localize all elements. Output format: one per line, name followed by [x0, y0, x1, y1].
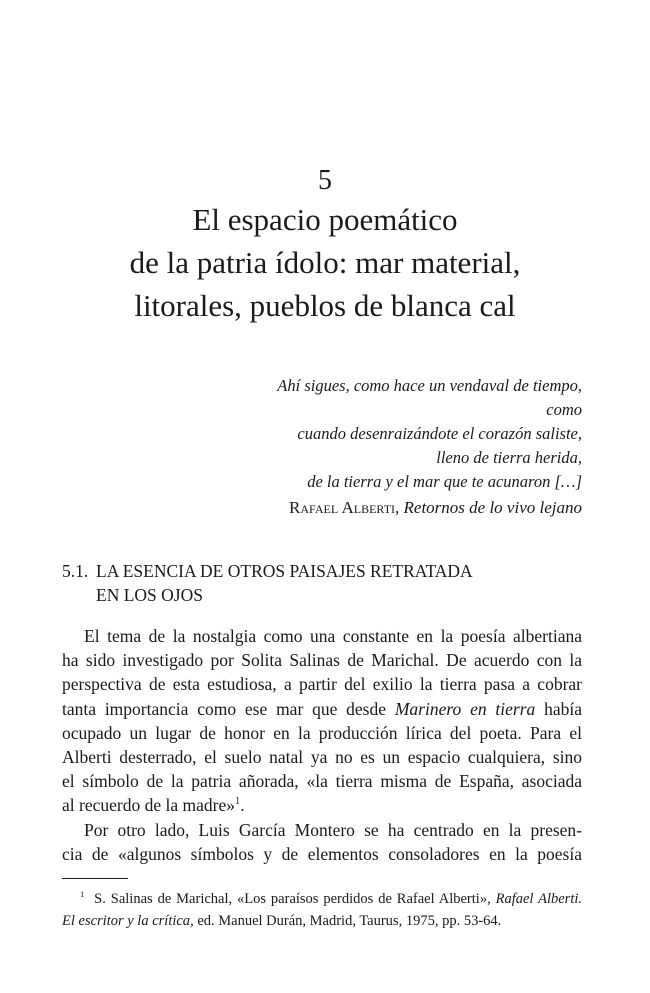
chapter-title-line: litorales, pueblos de blanca cal — [134, 288, 516, 323]
epigraph-author: Rafael Alberti — [289, 498, 396, 517]
text-run: había — [535, 698, 582, 719]
paragraph-line: cia de «algunos símbolos y de elementos consoladores en la poesía — [62, 843, 582, 864]
epigraph-line: como — [546, 400, 582, 419]
footnote — [62, 888, 582, 932]
paragraph-line — [62, 793, 582, 817]
text-run: , ed. Manuel Durán, Madrid, Taurus, 1975, pp. 53-64. — [190, 913, 502, 929]
paragraph-line: ocupado un lugar de honor en la producción lírica del poeta. Para el — [62, 722, 582, 743]
section-number: 5.1. — [62, 561, 89, 581]
paragraph-line: Alberti desterrado, el suelo natal ya no es un espacio cualquiera, sino — [62, 747, 582, 768]
chapter-title-line: El espacio poemático — [192, 202, 458, 237]
section-title-line: EN LOS OJOS — [96, 585, 203, 605]
text-run: . — [240, 795, 245, 816]
paragraph-line — [62, 697, 582, 721]
text-run: al recuerdo de la madre» — [62, 795, 235, 816]
epigraph-line: de la tierra y el mar que te acunaron […] — [307, 472, 582, 491]
footnote-reference[interactable]: 1 — [234, 796, 241, 808]
chapter-title-line: de la patria ídolo: mar material, — [129, 245, 521, 280]
body-text — [62, 624, 582, 866]
work-title: Marinero en tierra — [394, 698, 536, 719]
book-title: El escritor y la crítica — [62, 913, 191, 929]
chapter-title — [0, 198, 650, 327]
book-title: Rafael Alberti. — [495, 891, 583, 907]
text-run: tanta importancia como ese mar que desde — [62, 698, 395, 719]
epigraph-work: Retornos de lo vivo lejano — [403, 498, 582, 517]
epigraph — [240, 374, 582, 494]
footnote-separator — [62, 878, 128, 879]
footnote-line — [62, 910, 582, 932]
epigraph-attribution: Rafael Alberti, Retornos de lo vivo lejano — [289, 498, 582, 517]
paragraph-line: perspectiva de esta estudiosa, a partir del exilio la tierra pasa a cobrar — [62, 674, 582, 695]
section-title-line: LA ESENCIA DE OTROS PAISAJES RETRATADA — [96, 561, 473, 581]
footnote-mark: 1 — [80, 889, 85, 900]
section-heading — [62, 559, 582, 607]
paragraph-line: Por otro lado, Luis García Montero se ha centrado en la presen- — [84, 819, 582, 840]
epigraph-line: Ahí sigues, como hace un vendaval de tiempo, — [277, 376, 582, 395]
epigraph-line: lleno de tierra herida, — [436, 448, 582, 467]
paragraph-line: El tema de la nostalgia como una constante en la poesía albertiana — [84, 626, 582, 646]
chapter-number: 5 — [318, 165, 332, 196]
epigraph-line: cuando desenraizándote el corazón saliste, — [297, 424, 582, 443]
text-run: S. Salinas de Marichal, «Los paraísos perdidos de Rafael Alberti», — [94, 891, 496, 907]
paragraph-line: el símbolo de la patria añorada, «la tierra misma de España, asociada — [62, 771, 582, 792]
footnote-line — [62, 888, 582, 910]
paragraph-line: ha sido investigado por Solita Salinas de Marichal. De acuerdo con la — [62, 650, 582, 671]
